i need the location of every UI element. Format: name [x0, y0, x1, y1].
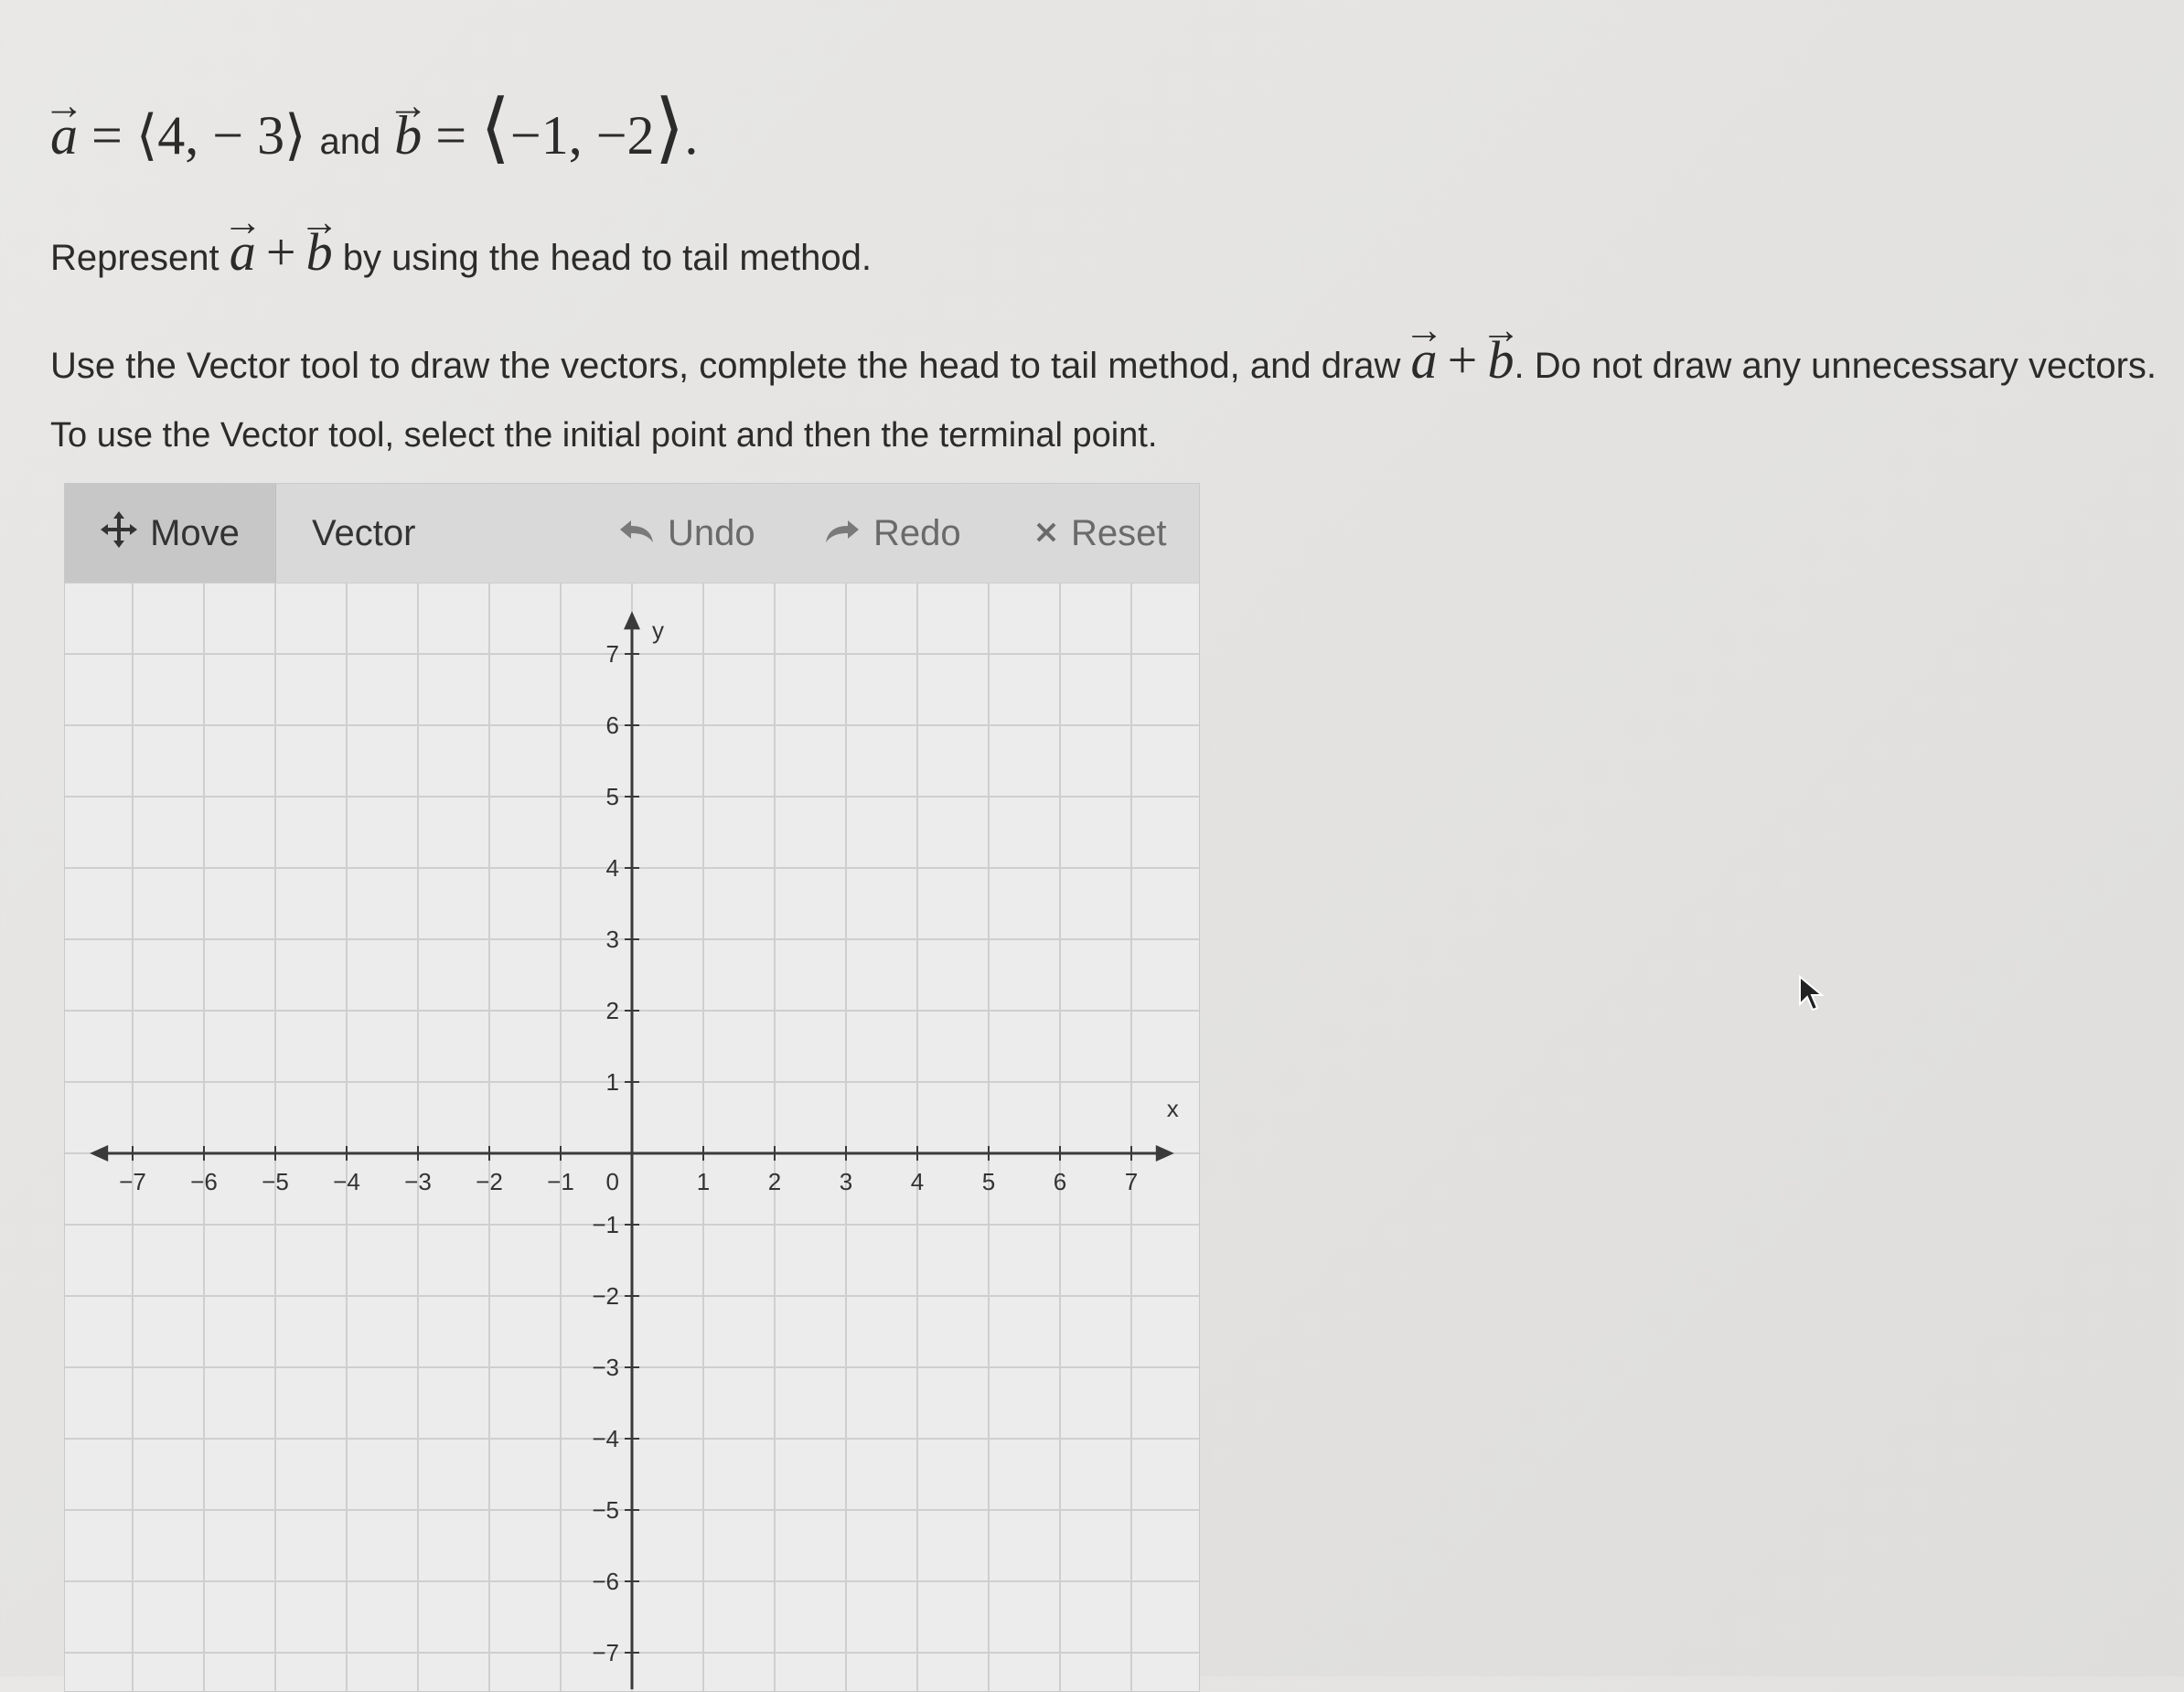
x-axis-arrow-left: [90, 1145, 108, 1162]
instruction-vector-tool-prefix: Use the Vector tool to draw the vectors, complete the head to tail method, and draw: [50, 346, 1401, 386]
instruction-how-to-use: To use the Vector tool, select the initial point and then the terminal point.: [50, 416, 1158, 455]
reset-label: Reset: [1071, 512, 1167, 553]
given-vectors: [50, 82, 698, 173]
vector-label: Vector: [312, 512, 416, 553]
mouse-pointer-icon: [1798, 975, 1825, 1016]
close-x-icon: [1034, 514, 1058, 552]
y-tick-label: 5: [605, 783, 619, 810]
y-tick-label: −7: [592, 1639, 619, 1666]
x-tick-label: −1: [547, 1168, 574, 1195]
y-axis-label: y: [652, 616, 664, 645]
x-tick-label: 2: [767, 1168, 782, 1195]
vector-a-symbol: → a: [230, 221, 256, 283]
x-axis-arrow-right: [1156, 1145, 1174, 1162]
vector-a-value: = ⟨4, − 3⟩: [91, 105, 306, 166]
vector-b-open-bracket: ⟨: [480, 86, 510, 171]
vector-a-symbol: → a: [1411, 329, 1438, 391]
graph-toolbar: [65, 484, 1199, 584]
x-tick-label: 3: [839, 1168, 853, 1195]
undo-arrow-icon: [618, 514, 655, 552]
y-tick-label: 1: [605, 1068, 619, 1096]
y-tick-label: 6: [605, 712, 619, 739]
x-tick-label: 5: [981, 1168, 996, 1195]
instruction-represent: [50, 221, 872, 283]
vector-b-components: −1, −2: [509, 105, 655, 166]
origin-label: 0: [605, 1168, 619, 1195]
x-tick-label: 7: [1124, 1168, 1139, 1195]
undo-button[interactable]: [618, 484, 755, 583]
x-tick-label: 4: [910, 1168, 925, 1195]
vector-b-symbol: → b: [394, 104, 422, 167]
move-tool-button[interactable]: [65, 484, 276, 583]
vector-b-equals: =: [435, 105, 467, 166]
y-tick-label: −4: [592, 1425, 619, 1452]
x-tick-label: −7: [119, 1168, 146, 1195]
x-tick-label: 1: [696, 1168, 711, 1195]
and-text: and: [319, 122, 381, 162]
x-axis-label: x: [1166, 1095, 1179, 1122]
redo-label: Redo: [873, 512, 961, 553]
y-tick-label: 3: [605, 926, 619, 953]
vector-b-period: .: [684, 105, 699, 166]
y-tick-label: −6: [592, 1568, 619, 1595]
move-label: Move: [150, 512, 240, 553]
y-tick-label: −1: [592, 1211, 619, 1238]
undo-label: Undo: [668, 512, 755, 553]
y-tick-label: 2: [605, 997, 619, 1024]
instruction-represent-prefix: Represent: [50, 238, 219, 278]
y-axis-arrow-up: [624, 611, 640, 629]
move-arrows-icon: [101, 511, 137, 556]
x-tick-label: −6: [190, 1168, 218, 1195]
instruction-vector-tool-suffix: . Do not draw any unnecessary vectors.: [1514, 346, 2157, 386]
redo-arrow-icon: [824, 514, 861, 552]
y-tick-label: −2: [592, 1282, 619, 1310]
x-tick-label: 6: [1053, 1168, 1067, 1195]
coordinate-grid[interactable]: [65, 583, 1199, 1691]
y-tick-label: 7: [605, 640, 619, 668]
vector-b-close-bracket: ⟩: [654, 86, 685, 171]
instruction-represent-suffix: by using the head to tail method.: [342, 238, 872, 278]
plus-sign: +: [1447, 330, 1478, 390]
redo-button[interactable]: [824, 484, 961, 583]
instruction-vector-tool: [50, 329, 2157, 391]
x-tick-label: −5: [262, 1168, 289, 1195]
y-tick-label: 4: [605, 854, 619, 882]
vector-a-symbol: → a: [50, 104, 78, 167]
x-tick-label: −2: [476, 1168, 503, 1195]
y-tick-label: −3: [592, 1354, 619, 1381]
vector-b-symbol: → b: [306, 221, 333, 283]
vector-tool-button[interactable]: [312, 484, 415, 583]
x-tick-label: −3: [404, 1168, 432, 1195]
graphing-tool: [64, 483, 1200, 1692]
plus-sign: +: [265, 222, 296, 282]
y-tick-label: −5: [592, 1496, 619, 1524]
reset-button[interactable]: [1034, 484, 1167, 583]
coordinate-plane[interactable]: [65, 583, 1199, 1691]
vector-b-symbol: → b: [1487, 329, 1514, 391]
x-tick-label: −4: [333, 1168, 360, 1195]
